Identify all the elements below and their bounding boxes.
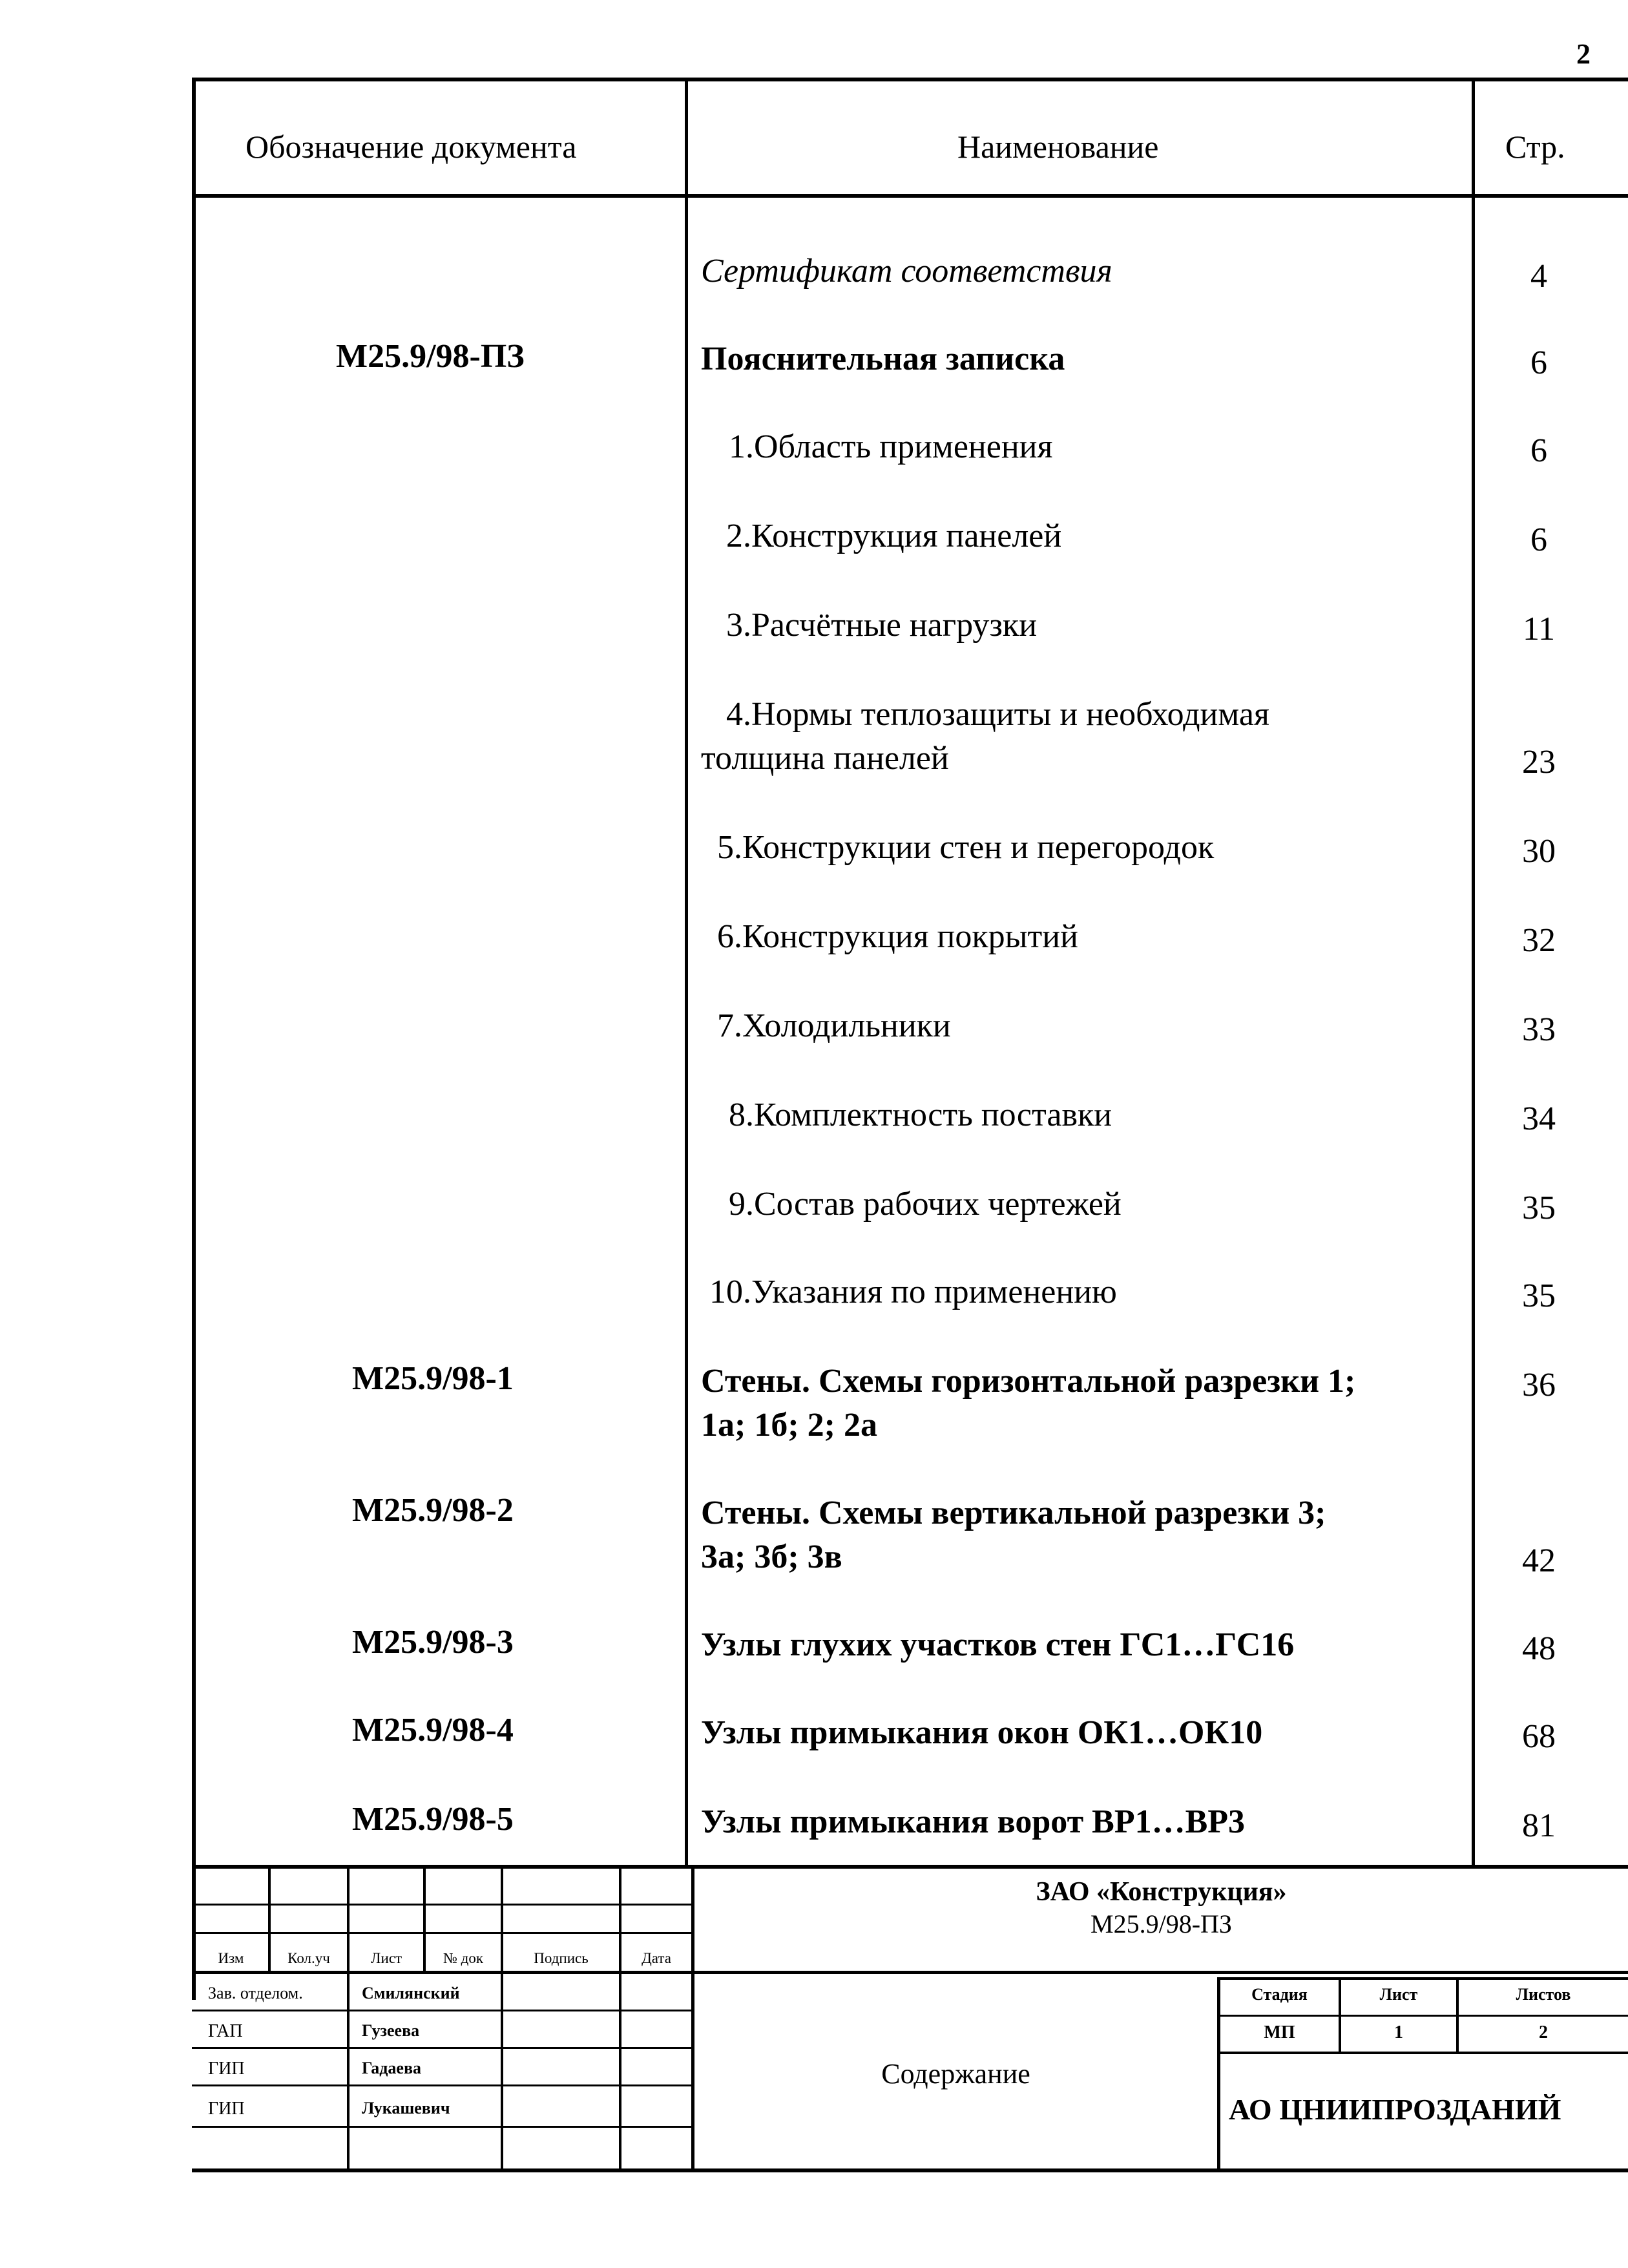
entry-title: 2.Конструкция панелей xyxy=(726,518,1062,554)
entry-title: 8.Комплектность поставки xyxy=(729,1097,1112,1133)
col-label-list: Лист xyxy=(370,1950,402,1966)
entry-page: 42 xyxy=(1522,1542,1556,1579)
document-title: Содержание xyxy=(881,2058,1030,2090)
col-label-izm: Изм xyxy=(218,1950,244,1966)
entry-page: 6 xyxy=(1530,521,1547,558)
entry-title: 5.Конструкции стен и перегородок xyxy=(717,829,1215,866)
entry-page: 68 xyxy=(1522,1718,1556,1755)
entry-doc-code: М25.9/98-1 xyxy=(352,1360,514,1397)
company-name: ЗАО «Конструкция» xyxy=(1036,1877,1287,1907)
entry-page: 36 xyxy=(1522,1367,1556,1403)
entry-title: Пояснительная записка xyxy=(701,341,1065,377)
person-name: Лукашевич xyxy=(362,2099,450,2117)
entry-page: 6 xyxy=(1530,432,1547,469)
entry-page: 4 xyxy=(1530,258,1547,295)
sheets-value: 2 xyxy=(1539,2022,1548,2042)
entry-title: Узлы примыкания окон ОК1…ОК10 xyxy=(701,1714,1263,1751)
stage-label: Стадия xyxy=(1251,1985,1308,2004)
entry-title: 10.Указания по применению xyxy=(709,1274,1117,1310)
entry-title: 7.Холодильники xyxy=(717,1007,951,1044)
entry-title-line1: 4.Нормы теплозащиты и необходимая xyxy=(726,696,1269,733)
header-designation: Обозначение документа xyxy=(245,129,577,165)
document-code: М25.9/98-ПЗ xyxy=(1091,1909,1232,1938)
entry-title: Узлы глухих участков стен ГС1…ГС16 xyxy=(701,1626,1295,1663)
entry-page: 34 xyxy=(1522,1100,1556,1137)
entry-title: Узлы примыкания ворот ВР1…ВР3 xyxy=(701,1803,1246,1840)
role-label: ГАП xyxy=(208,2021,243,2041)
entry-doc-code: М25.9/98-ПЗ xyxy=(336,338,525,375)
stage-value: МП xyxy=(1264,2022,1295,2042)
entry-title-line1: Стены. Схемы вертикальной разрезки 3; xyxy=(701,1495,1326,1531)
col-label-doc-no: № док xyxy=(443,1950,484,1966)
entry-doc-code: М25.9/98-2 xyxy=(352,1492,514,1529)
entry-title-line2: толщина панелей xyxy=(701,740,949,777)
entry-page: 48 xyxy=(1522,1630,1556,1667)
organization-name: АО ЦНИИПРОЗДАНИЙ xyxy=(1229,2093,1561,2126)
person-name: Гузеева xyxy=(362,2021,420,2040)
entry-page: 35 xyxy=(1522,1190,1556,1226)
role-label: ГИП xyxy=(208,2059,245,2079)
entry-title: 6.Конструкция покрытий xyxy=(717,918,1078,955)
entry-title: 9.Состав рабочих чертежей xyxy=(729,1186,1122,1223)
header-name: Наименование xyxy=(957,129,1159,165)
entry-title-line2: 3а; 3б; 3в xyxy=(701,1538,842,1575)
entry-title-line1: Стены. Схемы горизонтальной разрезки 1; xyxy=(701,1363,1356,1400)
entry-page: 11 xyxy=(1522,611,1556,647)
sheets-label: Листов xyxy=(1516,1985,1571,2004)
person-name: Смилянский xyxy=(362,1984,460,2002)
entry-page: 32 xyxy=(1522,922,1556,959)
sheet-label: Лист xyxy=(1379,1985,1418,2004)
entry-page: 6 xyxy=(1530,344,1547,381)
entry-page: 23 xyxy=(1522,744,1556,781)
entry-page: 35 xyxy=(1522,1277,1556,1314)
entry-title-line2: 1а; 1б; 2; 2а xyxy=(701,1407,877,1444)
entry-title: 3.Расчётные нагрузки xyxy=(726,607,1038,644)
col-label-signature: Подпись xyxy=(534,1950,589,1966)
entry-doc-code: М25.9/98-3 xyxy=(352,1624,514,1661)
col-label-date: Дата xyxy=(642,1950,671,1966)
entry-title: Сертификат соответствия xyxy=(701,253,1112,289)
sheet-value: 1 xyxy=(1394,2022,1403,2042)
role-label: Зав. отделом. xyxy=(208,1984,303,2002)
page-number: 2 xyxy=(1576,38,1591,70)
entry-title: 1.Область применения xyxy=(729,428,1053,465)
person-name: Гадаева xyxy=(362,2059,421,2077)
entry-doc-code: М25.9/98-5 xyxy=(352,1801,514,1838)
entry-page: 33 xyxy=(1522,1011,1556,1048)
role-label: ГИП xyxy=(208,2099,245,2119)
header-page: Стр. xyxy=(1505,129,1565,165)
entry-page: 30 xyxy=(1522,833,1556,870)
col-label-kol-uch: Кол.уч xyxy=(287,1950,330,1966)
entry-doc-code: М25.9/98-4 xyxy=(352,1712,514,1748)
entry-page: 81 xyxy=(1522,1807,1556,1844)
